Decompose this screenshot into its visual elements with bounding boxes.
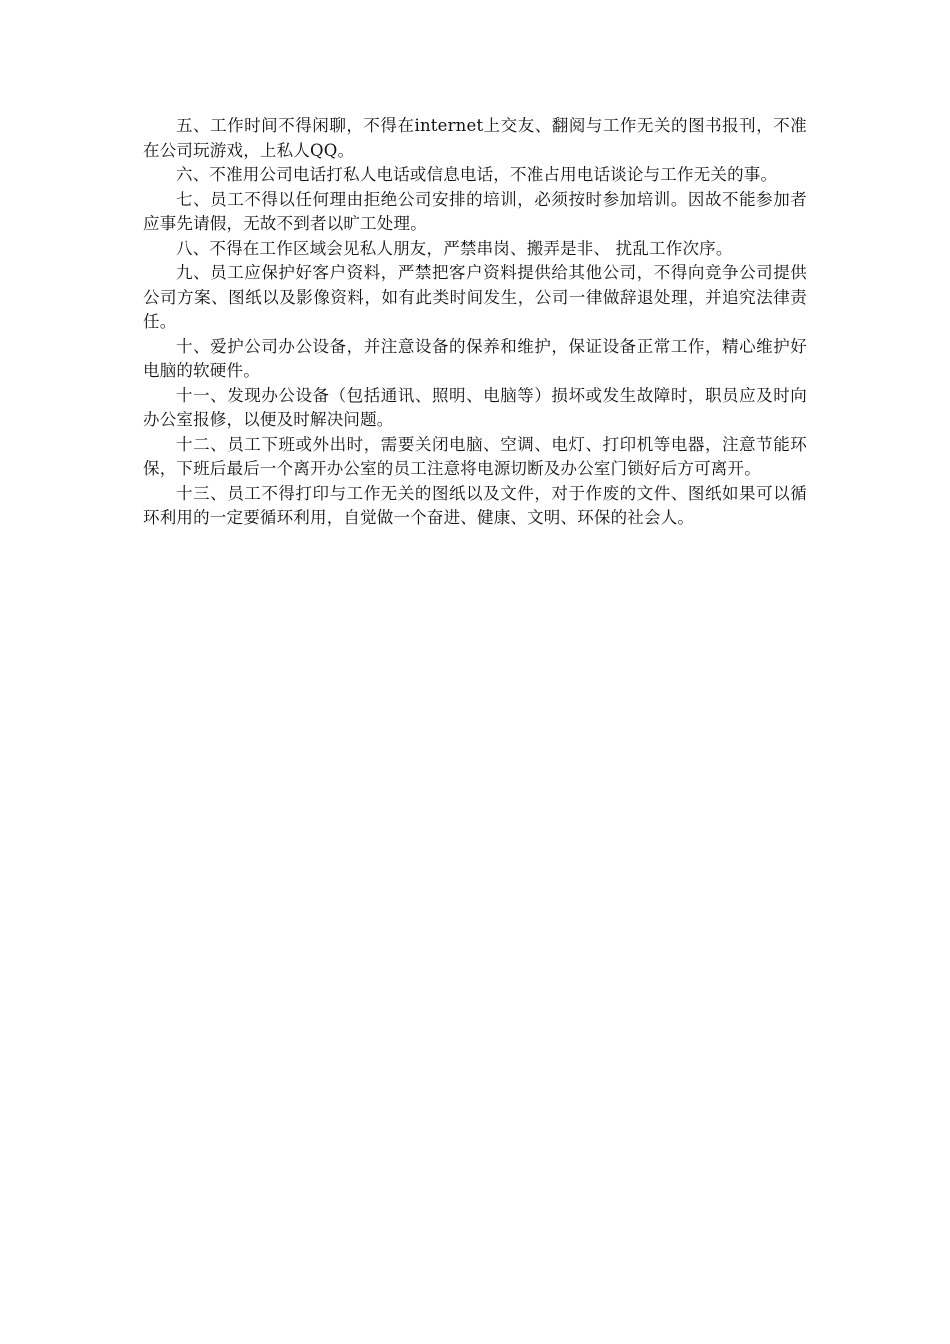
paragraph-rule-7: 七、员工不得以任何理由拒绝公司安排的培训，必须按时参加培训。因故不能参加者应事先请假，无故不到者以旷工处理。 bbox=[143, 189, 807, 233]
paragraph-rule-13: 十三、员工不得打印与工作无关的图纸以及文件，对于作废的文件、图纸如果可以循环利用的一定要循环利用，自觉做一个奋进、健康、文明、环保的社会人。 bbox=[143, 483, 807, 527]
paragraph-rule-8: 八、不得在工作区域会见私人朋友，严禁串岗、搬弄是非、 扰乱工作次序。 bbox=[176, 238, 733, 258]
paragraph-rule-12: 十二、员工下班或外出时，需要关闭电脑、空调、电灯、打印机等电器，注意节能环保，下班后最后一个离开办公室的员工注意将电源切断及办公室门锁好后方可离开。 bbox=[143, 434, 807, 478]
paragraph-rule-11: 十一、发现办公设备（包括通讯、照明、电脑等）损坏或发生故障时，职员应及时向办公室报修，以便及时解决问题。 bbox=[143, 385, 807, 429]
paragraph-rule-9: 九、员工应保护好客户资料，严禁把客户资料提供给其他公司，不得向竞争公司提供公司方案、图纸以及影像资料，如有此类时间发生，公司一律做辞退处理，并追究法律责任。 bbox=[143, 263, 807, 331]
paragraph-rule-5: 五、工作时间不得闲聊，不得在internet上交友、翻阅与工作无关的图书报刊，不准在公司玩游戏，上私人QQ。 bbox=[143, 116, 807, 160]
paragraph-rule-10: 十、爱护公司办公设备，并注意设备的保养和维护，保证设备正常工作，精心维护好电脑的软硬件。 bbox=[143, 336, 807, 380]
paragraph-rule-6: 六、不准用公司电话打私人电话或信息电话，不准占用电话谈论与工作无关的事。 bbox=[176, 165, 778, 184]
document-body bbox=[143, 114, 807, 531]
